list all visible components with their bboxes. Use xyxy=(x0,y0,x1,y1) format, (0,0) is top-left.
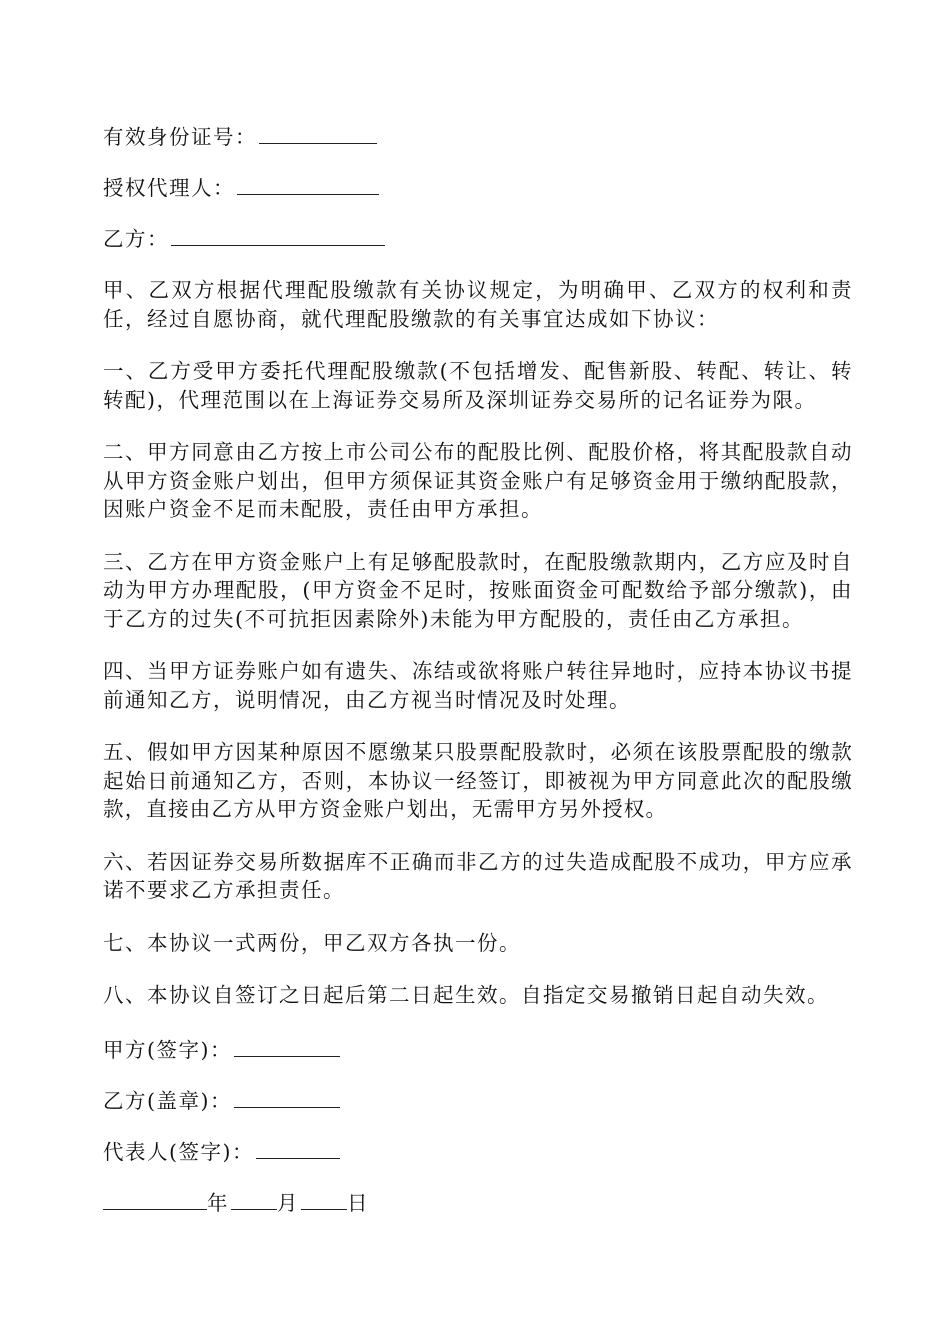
representative-sign-line xyxy=(103,1136,853,1167)
party-a-sign-line xyxy=(103,1034,853,1065)
month-label: 月 xyxy=(277,1190,299,1215)
id-number-label: 有效身份证号： xyxy=(103,125,257,149)
day-label: 日 xyxy=(347,1190,369,1215)
clause-4-paragraph: 四、当甲方证券账户如有遗失、冻结或欲将账户转往异地时，应持本协议书提前通知乙方，说明情况，由乙方视当时情况及时处理。 xyxy=(103,659,853,712)
representative-sign-blank[interactable] xyxy=(256,1136,340,1159)
authorized-agent-blank[interactable] xyxy=(237,172,379,195)
month-blank[interactable] xyxy=(231,1187,277,1210)
id-number-line xyxy=(103,121,853,152)
party-b-label: 乙方： xyxy=(103,227,169,251)
year-label: 年 xyxy=(207,1190,229,1215)
preamble-paragraph: 甲、乙双方根据代理配股缴款有关协议规定，为明确甲、乙双方的权利和责任，经过自愿协商，就代理配股缴款的有关事宜达成如下协议： xyxy=(103,278,853,331)
year-blank[interactable] xyxy=(103,1187,207,1210)
clause-1-paragraph: 一、乙方受甲方委托代理配股缴款(不包括增发、配售新股、转配、转让、转转配)，代理范围以在上海证券交易所及深圳证券交易所的记名证券为限。 xyxy=(103,359,853,412)
clause-5-paragraph: 五、假如甲方因某种原因不愿缴某只股票配股款时，必须在该股票配股的缴款起始日前通知乙方，否则，本协议一经签订，即被视为甲方同意此次的配股缴款，直接由乙方从甲方资金账户划出，无需甲方另外授权。 xyxy=(103,740,853,821)
party-b-seal-line xyxy=(103,1085,853,1116)
party-b-blank[interactable] xyxy=(171,223,385,246)
clause-3-paragraph: 三、乙方在甲方资金账户上有足够配股款时，在配股缴款期内，乙方应及时自动为甲方办理配股，(甲方资金不足时，按账面资金可配数给予部分缴款)，由于乙方的过失(不可抗拒因素除外)未能为甲方配股的，责任由乙方承担。 xyxy=(103,549,853,631)
agreement-body xyxy=(103,121,853,1238)
authorized-agent-label: 授权代理人： xyxy=(103,176,235,200)
day-blank[interactable] xyxy=(301,1187,347,1210)
representative-sign-label: 代表人(签字)： xyxy=(103,1139,254,1164)
id-number-blank[interactable] xyxy=(259,121,377,144)
party-b-seal-blank[interactable] xyxy=(234,1085,340,1108)
party-a-sign-blank[interactable] xyxy=(234,1034,340,1057)
authorized-agent-line xyxy=(103,172,853,203)
clause-7-paragraph: 七、本协议一式两份，甲乙双方各执一份。 xyxy=(103,930,521,955)
clause-6-paragraph: 六、若因证券交易所数据库不正确而非乙方的过失造成配股不成功，甲方应承诺不要求乙方承担责任。 xyxy=(103,849,853,902)
clause-8-paragraph: 八、本协议自签订之日起后第二日起生效。自指定交易撤销日起自动失效。 xyxy=(103,983,829,1007)
party-b-line xyxy=(103,223,853,254)
party-a-sign-label: 甲方(签字)： xyxy=(103,1037,232,1062)
party-b-seal-label: 乙方(盖章)： xyxy=(103,1088,232,1113)
clause-2-paragraph: 二、甲方同意由乙方按上市公司公布的配股比例、配股价格，将其配股款自动从甲方资金账户划出，但甲方须保证其资金账户有足够资金用于缴纳配股款，因账户资金不足而未配股，责任由甲方承担。 xyxy=(103,440,853,521)
date-line xyxy=(103,1187,853,1218)
